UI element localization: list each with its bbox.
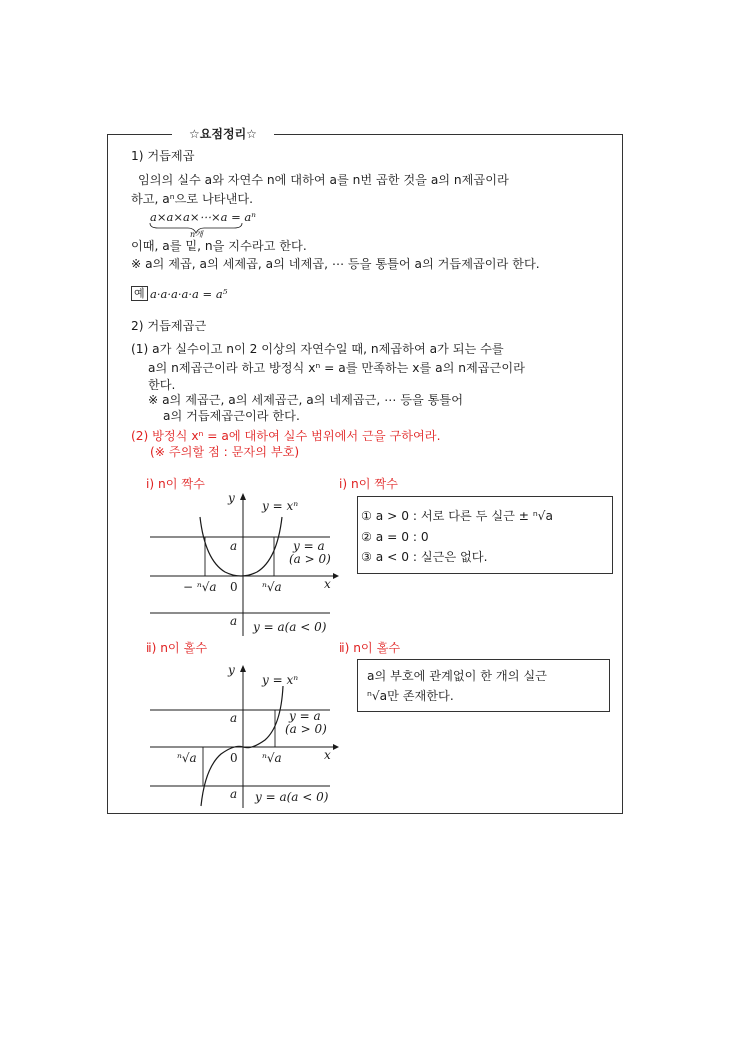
- odd-result2: ⁿ√a만 존재한다.: [367, 689, 454, 703]
- section1-note: ※ a의 제곱, a의 세제곱, a의 네제곱, ⋯ 등을 통틀어 a의 거듭제곱이라 한다.: [131, 257, 540, 271]
- odd-a-tick: a: [230, 711, 238, 725]
- even-curve: [200, 517, 282, 576]
- even-result-box: [357, 496, 613, 574]
- brace-label: n개: [190, 230, 203, 239]
- even-root-pos: ⁿ√a: [262, 580, 282, 594]
- odd-left-heading: ⅱ) n이 홀수: [146, 641, 208, 655]
- even-x-arrow: [333, 573, 339, 579]
- even-a-tick: a: [230, 539, 238, 553]
- even-a-neg-label: y = a(a < 0): [253, 620, 327, 634]
- odd-curve-label: y = xⁿ: [262, 673, 299, 687]
- box-title: ☆요점정리☆: [189, 127, 257, 141]
- even-left-heading: ⅰ) n이 짝수: [146, 477, 205, 491]
- odd-result1: a의 부호에 관계없이 한 개의 실근: [367, 669, 547, 683]
- odd-graph: [145, 660, 340, 810]
- even-y-label: y: [228, 491, 235, 505]
- odd-root-pos: ⁿ√a: [262, 751, 282, 765]
- section2-note-line2: a의 거듭제곱근이라 한다.: [163, 409, 300, 423]
- even-curve-label: y = xⁿ: [262, 499, 299, 513]
- even-x-label: x: [324, 577, 331, 591]
- example-tag: 예: [131, 286, 148, 301]
- even-a-pos-label: y = a: [293, 539, 325, 553]
- section1-formula: a×a×a×⋯×a = aⁿ: [150, 210, 256, 224]
- even-result3: ③ a < 0 : 실근은 없다.: [361, 550, 488, 564]
- even-a-tick-neg: a: [230, 614, 238, 628]
- section1-line2: 하고, aⁿ으로 나타낸다.: [131, 192, 254, 206]
- even-a-pos-cond: (a > 0): [289, 552, 331, 566]
- odd-a-neg-label: y = a(a < 0): [255, 790, 329, 804]
- odd-a-pos-cond: (a > 0): [285, 722, 327, 736]
- section2-heading: 2) 거듭제곱근: [131, 319, 207, 333]
- even-result1: ① a > 0 : 서로 다른 두 실근 ± ⁿ√a: [361, 509, 553, 523]
- even-origin: 0: [230, 580, 238, 594]
- odd-origin: 0: [230, 751, 238, 765]
- odd-x-arrow: [333, 744, 339, 750]
- even-right-heading: ⅰ) n이 짝수: [339, 477, 398, 491]
- odd-result-box: [357, 659, 610, 712]
- even-root-neg: − ⁿ√a: [183, 580, 217, 594]
- section1-line1: 임의의 실수 a와 자연수 n에 대하여 a를 n번 곱한 것을 a의 n제곱이라: [138, 173, 509, 187]
- section1-line3: 이때, a를 밑, n을 지수라고 한다.: [131, 239, 307, 253]
- even-y-arrow: [240, 493, 246, 500]
- even-graph: [145, 490, 340, 638]
- odd-a-tick-neg: a: [230, 787, 238, 801]
- odd-curve: [201, 686, 283, 806]
- section2-item1-line2: a의 n제곱근이라 하고 방정식 xⁿ = a를 만족하는 x를 a의 n제곱근이라: [148, 361, 525, 375]
- even-result2: ② a = 0 : 0: [361, 530, 429, 544]
- section2-note-line1: ※ a의 제곱근, a의 세제곱근, a의 네제곱근, ⋯ 등을 통틀어: [148, 393, 463, 407]
- odd-y-label: y: [228, 663, 235, 677]
- section1-example: a·a·a·a·a = a⁵: [150, 287, 228, 301]
- section2-item1-line1: (1) a가 실수이고 n이 2 이상의 자연수일 때, n제곱하여 a가 되는 수를: [131, 342, 504, 356]
- odd-a-pos-label: y = a: [289, 709, 321, 723]
- section2-item2-line1: (2) 방정식 xⁿ = a에 대하여 실수 범위에서 근을 구하여라.: [131, 429, 441, 443]
- odd-root-neg: ⁿ√a: [177, 751, 197, 765]
- odd-right-heading: ⅱ) n이 홀수: [339, 641, 401, 655]
- section2-item1-line3: 한다.: [148, 378, 176, 392]
- odd-x-label: x: [324, 748, 331, 762]
- section1-heading: 1) 거듭제곱: [131, 149, 195, 163]
- odd-y-arrow: [240, 665, 246, 672]
- section2-item2-line2: (※ 주의할 점 : 문자의 부호): [150, 445, 300, 459]
